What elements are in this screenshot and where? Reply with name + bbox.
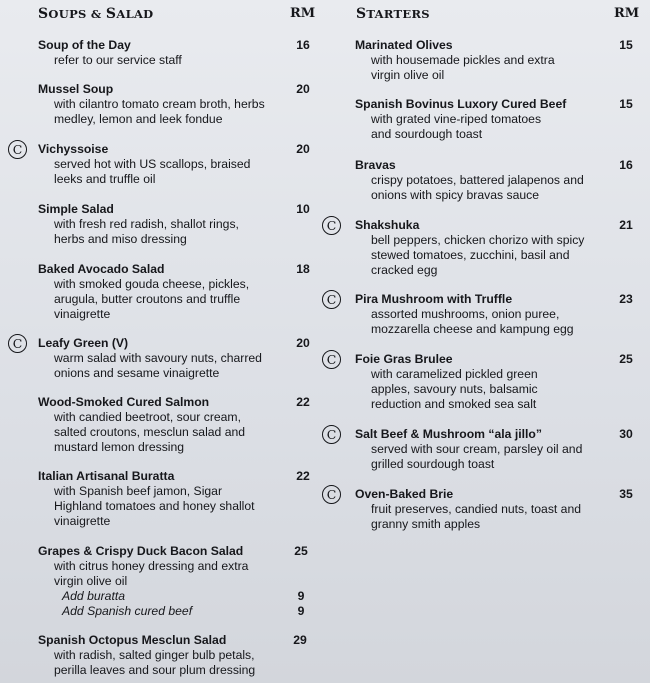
item-description: arugula, butter croutons and truffle xyxy=(54,292,241,306)
item-description: assorted mushrooms, onion puree, xyxy=(371,307,560,321)
item-description: with candied beetroot, sour cream, xyxy=(54,410,241,424)
item-description: bell peppers, chicken chorizo with spicy xyxy=(371,233,585,247)
menu-item xyxy=(355,97,645,142)
chef-recommendation-icon: C xyxy=(322,216,341,235)
right-section-heading: STARTERS xyxy=(356,6,430,22)
right-currency-heading: RM xyxy=(614,6,640,21)
item-name: Salt Beef & Mushroom “ala jillo” xyxy=(355,427,542,441)
item-description: virgin olive oil xyxy=(371,68,445,82)
item-price: 21 xyxy=(619,218,633,232)
item-price: 16 xyxy=(296,38,310,52)
left-section-heading: SOUPS & SALAD xyxy=(38,6,154,22)
item-price: 35 xyxy=(619,487,633,501)
item-description: warm salad with savoury nuts, charred xyxy=(54,351,262,365)
item-description: served hot with US scallops, braised xyxy=(54,157,251,171)
item-description: stewed tomatoes, zucchini, basil and xyxy=(371,248,570,262)
item-description: with housemade pickles and extra xyxy=(371,53,555,67)
item-description: salted croutons, mesclun salad and xyxy=(54,425,246,439)
item-name: Bravas xyxy=(355,158,396,172)
chef-recommendation-icon: C xyxy=(322,290,341,309)
item-name: Baked Avocado Salad xyxy=(38,262,165,276)
item-name: Italian Artisanal Buratta xyxy=(38,469,175,483)
item-price: 18 xyxy=(296,262,310,276)
item-price: 15 xyxy=(619,97,633,111)
item-name: Simple Salad xyxy=(38,202,114,216)
item-price: 20 xyxy=(296,82,310,96)
addon-label: Add Spanish cured beef xyxy=(62,604,193,618)
item-description: served with sour cream, parsley oil and xyxy=(371,442,583,456)
addon-price: 9 xyxy=(297,589,305,603)
item-description: Highland tomatoes and honey shallot xyxy=(54,499,255,513)
addon-price: 9 xyxy=(297,604,305,618)
menu-item xyxy=(38,202,318,247)
item-description: with grated vine-riped tomatoes xyxy=(371,112,542,126)
item-description: with caramelized pickled green xyxy=(371,367,538,381)
item-name: Mussel Soup xyxy=(38,82,114,96)
menu-item xyxy=(12,142,318,187)
item-description: and sourdough toast xyxy=(371,127,483,141)
item-name: Leafy Green (V) xyxy=(38,336,129,350)
item-description: refer to our service staff xyxy=(54,53,182,67)
item-description: onions and sesame vinaigrette xyxy=(54,366,220,380)
menu-item xyxy=(38,395,318,455)
item-description: cracked egg xyxy=(371,263,438,277)
chef-recommendation-icon: C xyxy=(8,140,27,159)
item-price: 25 xyxy=(294,544,308,558)
item-description: granny smith apples xyxy=(371,517,481,531)
item-price: 29 xyxy=(293,633,307,647)
menu-item xyxy=(326,218,645,278)
item-name: Spanish Octopus Mesclun Salad xyxy=(38,633,227,647)
item-name: Foie Gras Brulee xyxy=(355,352,453,366)
item-price: 25 xyxy=(619,352,633,366)
item-description: with citrus honey dressing and extra xyxy=(54,559,249,573)
chef-recommendation-icon: C xyxy=(322,425,341,444)
menu-item xyxy=(38,633,318,678)
menu-item xyxy=(355,38,645,83)
menu-item xyxy=(326,487,645,532)
item-description: apples, savoury nuts, balsamic xyxy=(371,382,538,396)
item-description: with radish, salted ginger bulb petals, xyxy=(54,648,255,662)
item-description: with cilantro tomato cream broth, herbs xyxy=(54,97,265,111)
item-description: with smoked gouda cheese, pickles, xyxy=(54,277,250,291)
item-price: 30 xyxy=(619,427,633,441)
item-description: perilla leaves and sour plum dressing xyxy=(54,663,256,677)
item-name: Marinated Olives xyxy=(355,38,453,52)
item-description: vinaigrette xyxy=(54,514,111,528)
item-price: 16 xyxy=(619,158,633,172)
item-price: 10 xyxy=(296,202,310,216)
chef-recommendation-icon: C xyxy=(322,485,341,504)
item-description: leeks and truffle oil xyxy=(54,172,156,186)
item-price: 22 xyxy=(296,395,310,409)
item-description: vinaigrette xyxy=(54,307,111,321)
item-name: Vichyssoise xyxy=(38,142,109,156)
menu-item xyxy=(326,352,645,412)
item-name: Soup of the Day xyxy=(38,38,131,52)
item-description: herbs and miso dressing xyxy=(54,232,187,246)
item-description: grilled sourdough toast xyxy=(371,457,495,471)
item-name: Oven-Baked Brie xyxy=(355,487,454,501)
item-description: onions with spicy bravas sauce xyxy=(371,188,540,202)
item-name: Spanish Bovinus Luxory Cured Beef xyxy=(355,97,567,111)
chef-recommendation-icon: C xyxy=(322,350,341,369)
item-description: mustard lemon dressing xyxy=(54,440,185,454)
menu-item xyxy=(355,158,645,203)
item-name: Wood-Smoked Cured Salmon xyxy=(38,395,210,409)
item-name: Pira Mushroom with Truffle xyxy=(355,292,513,306)
addon-label: Add buratta xyxy=(62,589,126,603)
menu-item xyxy=(38,82,318,127)
item-name: Grapes & Crispy Duck Bacon Salad xyxy=(38,544,244,558)
menu-item xyxy=(38,262,318,322)
chef-recommendation-icon: C xyxy=(8,334,27,353)
menu-item xyxy=(38,469,318,529)
left-currency-heading: RM xyxy=(290,6,316,21)
item-description: virgin olive oil xyxy=(54,574,128,588)
item-price: 23 xyxy=(619,292,633,306)
item-description: reduction and smoked sea salt xyxy=(371,397,537,411)
menu-item xyxy=(38,38,318,68)
menu-item xyxy=(12,336,318,381)
item-description: fruit preserves, candied nuts, toast and xyxy=(371,502,582,516)
menu-item xyxy=(38,544,318,619)
item-description: with fresh red radish, shallot rings, xyxy=(54,217,239,231)
menu-item xyxy=(326,292,645,337)
item-price: 22 xyxy=(296,469,310,483)
item-description: crispy potatoes, battered jalapenos and xyxy=(371,173,584,187)
item-description: mozzarella cheese and kampung egg xyxy=(371,322,574,336)
item-description: with Spanish beef jamon, Sigar xyxy=(54,484,223,498)
item-name: Shakshuka xyxy=(355,218,420,232)
item-price: 20 xyxy=(296,142,310,156)
item-price: 20 xyxy=(296,336,310,350)
menu-item xyxy=(326,427,645,472)
item-price: 15 xyxy=(619,38,633,52)
item-description: medley, lemon and leek fondue xyxy=(54,112,223,126)
